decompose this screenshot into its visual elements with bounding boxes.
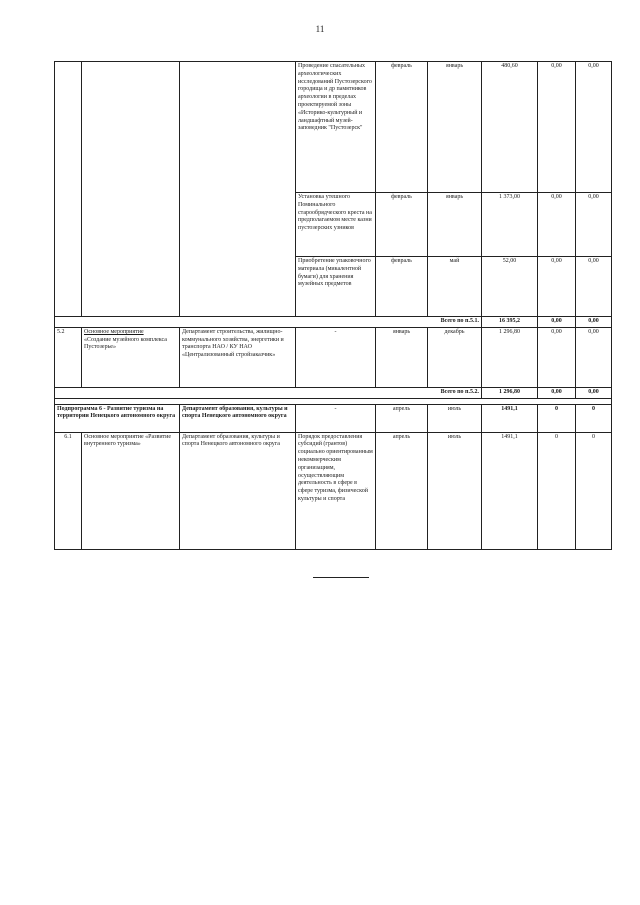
cell-v3: 0 xyxy=(576,404,612,432)
cell-result: - xyxy=(296,404,376,432)
cell-v3: 0 xyxy=(576,432,612,549)
cell-v2: 0,00 xyxy=(538,193,576,257)
table-row xyxy=(55,327,612,387)
budget-table xyxy=(54,61,612,550)
name-head: Основное мероприятие xyxy=(84,328,144,335)
cell-v2: 0,00 xyxy=(538,257,576,317)
cell-start: февраль xyxy=(376,257,428,317)
subprogram-exec: Департамент образования, культуры и спорта Ненецкого автономного округа xyxy=(180,404,296,432)
cell-sum: 1491,1 xyxy=(482,404,538,432)
cell-name xyxy=(82,327,180,387)
cell-v2: 0 xyxy=(538,404,576,432)
cell-v3: 0,00 xyxy=(576,257,612,317)
cell-result: Установка утешного Поминального старообрядческого креста на предполагаемом месте казни пустозерских узников xyxy=(296,193,376,257)
cell-exec xyxy=(180,62,296,317)
cell-result: Проведение спасательных археологических исследований Пустозерского городища и др памятников археологии в пределах проектируемой зоны «Историко-культурный и ландшафтный музей-заповедник "Пустозерск" xyxy=(296,62,376,193)
cell-name xyxy=(82,62,180,317)
cell-result: Приобретение упаковочного материала (микалентной бумаги) для хранения музейных предметов xyxy=(296,257,376,317)
cell-start: апрель xyxy=(376,432,428,549)
end-divider xyxy=(313,577,369,578)
cell-num xyxy=(55,62,82,317)
name-text: «Создание музейного комплекса Пустозерье» xyxy=(84,336,167,351)
cell-sum: 1 296,80 xyxy=(482,327,538,387)
table-row xyxy=(55,432,612,549)
cell-v3: 0,00 xyxy=(576,327,612,387)
total-label: Всего по п.5.1. xyxy=(55,317,482,328)
table-row xyxy=(55,62,612,193)
cell-sum: 1 373,00 xyxy=(482,193,538,257)
cell-sum: 52,00 xyxy=(482,257,538,317)
cell-v2: 0,00 xyxy=(538,327,576,387)
cell-start: апрель xyxy=(376,404,428,432)
cell-result: - xyxy=(296,327,376,387)
cell-start: январь xyxy=(376,327,428,387)
cell-end: январь xyxy=(428,62,482,193)
cell-end: май xyxy=(428,257,482,317)
cell-end: декабрь xyxy=(428,327,482,387)
total-v3: 0,00 xyxy=(576,387,612,398)
cell-end: июль xyxy=(428,432,482,549)
total-sum: 16 395,2 xyxy=(482,317,538,328)
page-number: 11 xyxy=(315,24,325,34)
cell-end: июль xyxy=(428,404,482,432)
subprogram-row xyxy=(55,404,612,432)
total-row xyxy=(55,387,612,398)
cell-v2: 0 xyxy=(538,432,576,549)
total-v3: 0,00 xyxy=(576,317,612,328)
cell-v3: 0,00 xyxy=(576,193,612,257)
cell-num: 6.1 xyxy=(55,432,82,549)
total-v2: 0,00 xyxy=(538,387,576,398)
total-label: Всего по п.5.2. xyxy=(55,387,482,398)
total-sum: 1 296,80 xyxy=(482,387,538,398)
subprogram-name: Подпрограмма 6 - Развитие туризма на территории Ненецкого автономного округа xyxy=(55,404,180,432)
total-v2: 0,00 xyxy=(538,317,576,328)
cell-end: январь xyxy=(428,193,482,257)
total-row xyxy=(55,317,612,328)
cell-exec: Департамент образования, культуры и спорта Ненецкого автономного округа xyxy=(180,432,296,549)
cell-start: февраль xyxy=(376,193,428,257)
cell-start: февраль xyxy=(376,62,428,193)
cell-sum: 480,60 xyxy=(482,62,538,193)
cell-result: Порядок предоставления субсидий (грантов) социально ориентированным некоммерческим организациям, осуществляющим деятельность в сфере в сфере туризма, физической культуры и спорта xyxy=(296,432,376,549)
cell-sum: 1491,1 xyxy=(482,432,538,549)
cell-v2: 0,00 xyxy=(538,62,576,193)
cell-num: 5.2 xyxy=(55,327,82,387)
cell-name: Основное мероприятие «Развитие внутреннего туризма» xyxy=(82,432,180,549)
cell-exec: Департамент строительства, жилищно-коммунального хозяйства, энергетики и транспорта НАО / КУ НАО «Централизованный стройзаказчик» xyxy=(180,327,296,387)
cell-v3: 0,00 xyxy=(576,62,612,193)
